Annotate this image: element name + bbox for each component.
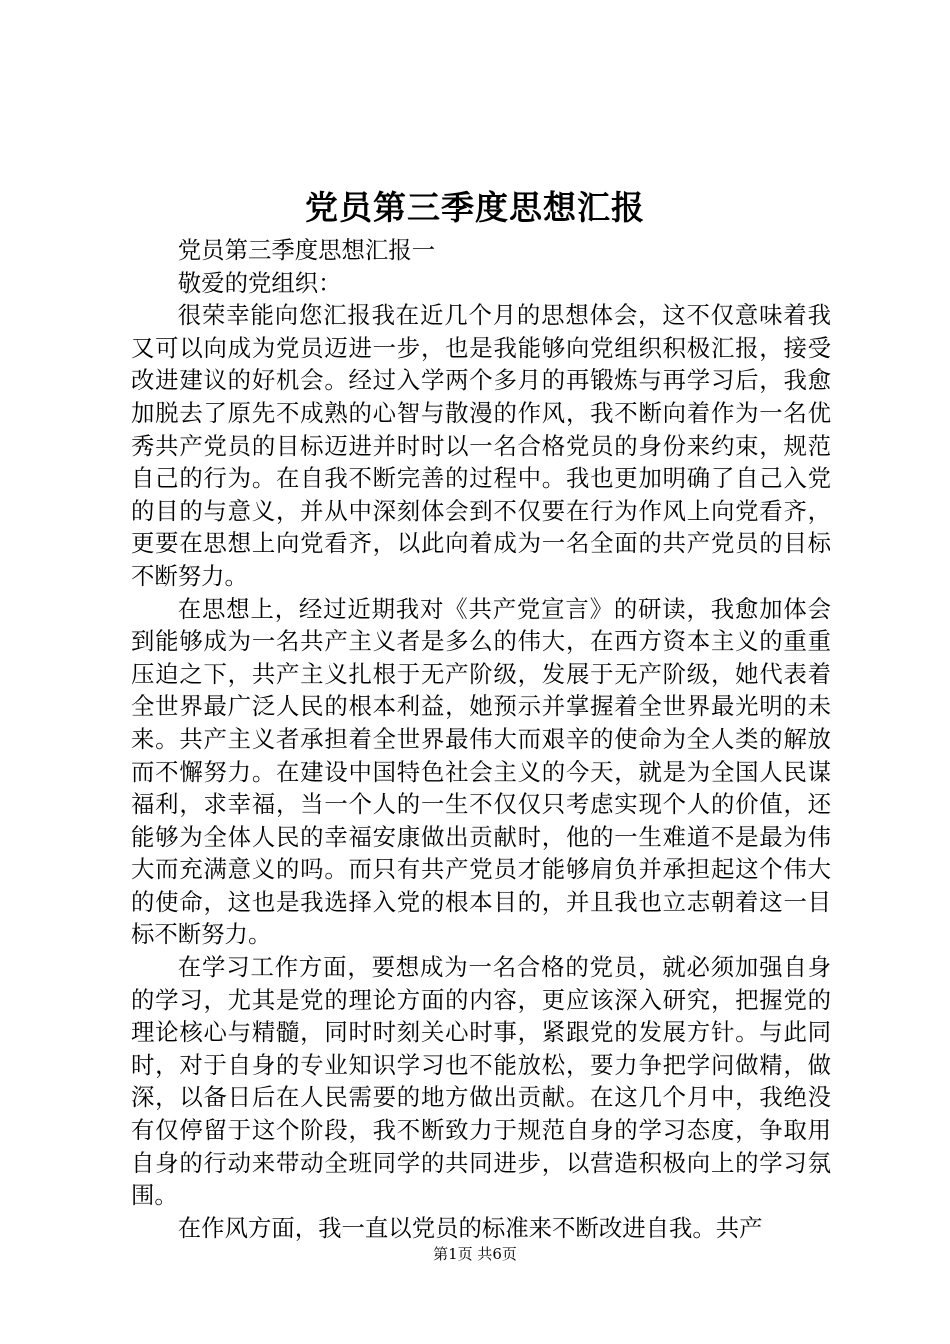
document-body [131,234,831,1244]
paragraph-salutation: 敬爱的党组织： [177,268,342,297]
paragraph-thought: 在思想上，经过近期我对《共产党宣言》的研读，我愈加体会到能够成为一名共产主义者是多么的伟大，在西方资本主义的重重压迫之下，共产主义扎根于无产阶级，发展于无产阶级，她代表着全世界最广泛人民的根本利益，她预示并掌握着全世界最光明的未来。共产主义者承担着全世界最伟大而艰辛的使命为全人类的解放而不懈努力。在建设中国特色社会主义的今天，就是为全国人民谋福利，求幸福，当一个人的一生不仅仅只考虑实现个人的价值，还能够为全体人民的幸福安康做出贡献时，他的一生难道不是最为伟大而充满意义的吗。而只有共产党员才能够肩负并承担起这个伟大的使命，这也是我选择入党的根本目的，并且我也立志朝着这一目标不断努力。 [131,594,831,949]
paragraph-intro: 很荣幸能向您汇报我在近几个月的思想体会，这不仅意味着我又可以向成为党员迈进一步，也是我能够向党组织积极汇报，接受改进建议的好机会。经过入学两个多月的再锻炼与再学习后，我愈加脱去了原先不成熟的心智与散漫的作风，我不断向着作为一名优秀共产党员的目标迈进并时时以一名合格党员的身份来约束，规范自己的行为。在自我不断完善的过程中。我也更加明确了自己入党的目的与意义，并从中深刻体会到不仅要在行为作风上向党看齐，更要在思想上向党看齐，以此向着成为一名全面的共产党员的目标不断努力。 [131,301,831,590]
document-title: 党员第三季度思想汇报 [305,188,645,227]
paragraph-conduct: 在作风方面，我一直以党员的标准来不断改进自我。共产 [177,1213,763,1242]
paragraph-study-work: 在学习工作方面，要想成为一名合格的党员，就必须加强自身的学习，尤其是党的理论方面的内容，更应该深入研究，把握党的理论核心与精髓，同时时刻关心时事，紧跟党的发展方针。与此同时，对于自身的专业知识学习也不能放松，要力争把学问做精，做深，以备日后在人民需要的地方做出贡献。在这几个月中，我绝没有仅停留于这个阶段，我不断致力于规范自身的学习态度，争取用自身的行动来带动全班同学的共同进步，以营造积极向上的学习氛围。 [131,953,831,1210]
page-number-footer: 第1页 共6页 [433,1245,517,1263]
paragraph-subtitle: 党员第三季度思想汇报一 [177,236,436,264]
